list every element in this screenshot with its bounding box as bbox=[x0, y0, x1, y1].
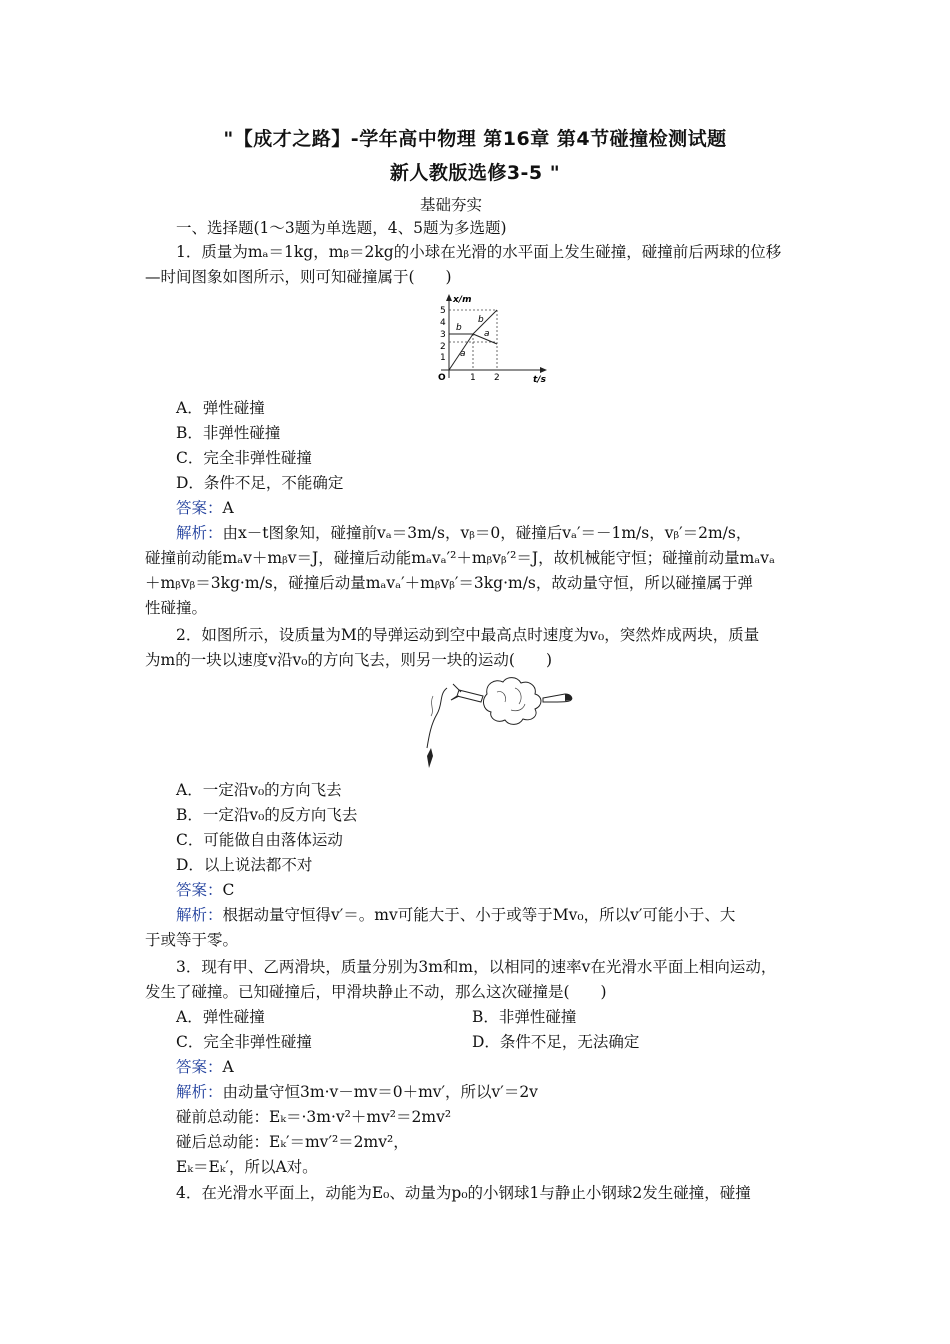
q1-position-time-graph bbox=[425, 292, 555, 384]
analysis-label: 解析： bbox=[176, 906, 223, 924]
q3-stem-line1: 3．现有甲、乙两滑块，质量分别为3m和m，以相同的速率v在光滑水平面上相向运动， bbox=[176, 958, 777, 976]
x-axis-label: t/s bbox=[533, 375, 546, 384]
falling-trail bbox=[427, 688, 447, 748]
q3-option-b: B．非弹性碰撞 bbox=[472, 1008, 577, 1026]
y-tick-5: 5 bbox=[440, 306, 446, 316]
q2-stem-line1: 2．如图所示，设质量为M的导弹运动到空中最高点时速度为v₀，突然炸成两块，质量 bbox=[176, 626, 760, 644]
smoke-detail bbox=[497, 688, 525, 711]
answer-value: A bbox=[222, 1058, 234, 1076]
analysis-text: 由x－t图象知，碰撞前vₐ＝3m/s，vᵦ＝0，碰撞后vₐ′＝－1m/s，vᵦ′＝2m/s， bbox=[222, 524, 752, 542]
y-tick-3: 3 bbox=[440, 330, 446, 340]
missile-fins bbox=[451, 684, 461, 700]
x-tick-1: 1 bbox=[470, 373, 476, 383]
q2-analysis-line2: 于或等于零。 bbox=[145, 931, 239, 949]
analysis-text: 由动量守恒3m·v－mv＝0＋mv′，所以v′＝2v bbox=[222, 1083, 538, 1101]
q1-analysis-line3: ＋mᵦvᵦ＝3kg·m/s，碰撞后动量mₐvₐ′＋mᵦvᵦ′＝3kg·m/s，故动量守恒，所以碰撞属于弹 bbox=[145, 574, 753, 592]
label-b-after: b bbox=[478, 315, 484, 325]
q1-answer bbox=[176, 499, 234, 517]
q4-stem-line1: 4．在光滑水平面上，动能为E₀、动量为p₀的小钢球1与静止小钢球2发生碰撞，碰撞 bbox=[176, 1184, 751, 1202]
label-a-before: a bbox=[460, 349, 466, 359]
answer-label: 答案： bbox=[176, 881, 223, 899]
x-axis-arrow bbox=[540, 367, 547, 373]
answer-value: C bbox=[222, 881, 235, 899]
q2-answer bbox=[176, 881, 234, 899]
q3-analysis-line1 bbox=[176, 1083, 538, 1101]
label-a-after: a bbox=[484, 329, 490, 339]
q2-missile-explosion-figure bbox=[425, 674, 577, 772]
falling-fragment bbox=[427, 748, 433, 768]
q1-stem-line2: —时间图象如图所示，则可知碰撞属于( ) bbox=[145, 268, 452, 286]
label-b-before: b bbox=[456, 323, 462, 333]
document-title-line1: "【成才之路】-学年高中物理 第16章 第4节碰撞检测试题 bbox=[223, 128, 727, 150]
q3-option-d: D．条件不足，无法确定 bbox=[472, 1033, 640, 1051]
y-axis-arrow bbox=[446, 294, 452, 301]
q3-option-a: A．弹性碰撞 bbox=[176, 1008, 265, 1026]
q3-analysis-line2: 碰前总动能：Eₖ＝·3m·v²＋mv²＝2mv² bbox=[176, 1108, 452, 1126]
q3-stem-line2: 发生了碰撞。已知碰撞后，甲滑块静止不动，那么这次碰撞是( ) bbox=[145, 983, 607, 1001]
analysis-label: 解析： bbox=[176, 1083, 223, 1101]
answer-label: 答案： bbox=[176, 499, 223, 517]
x-tick-2: 2 bbox=[494, 373, 500, 383]
q1-option-d: D．条件不足，不能确定 bbox=[176, 474, 344, 492]
y-tick-2: 2 bbox=[440, 342, 446, 352]
document-title-line2: 新人教版选修3-5 " bbox=[389, 162, 561, 184]
falling-debris bbox=[431, 696, 433, 716]
missile-front-tip bbox=[565, 694, 572, 701]
q1-analysis-line1 bbox=[176, 524, 751, 542]
q2-stem-line2: 为m的一块以速度v沿v₀的方向飞去，则另一块的运动( ) bbox=[145, 651, 553, 669]
q1-option-c: C．完全非弹性碰撞 bbox=[176, 449, 312, 467]
q1-analysis-line4: 性碰撞。 bbox=[145, 599, 208, 617]
q1-option-b: B．非弹性碰撞 bbox=[176, 424, 281, 442]
analysis-label: 解析： bbox=[176, 524, 223, 542]
q2-option-d: D．以上说法都不对 bbox=[176, 856, 313, 874]
q1-analysis-line2: 碰撞前动能mₐv＋mᵦv＝J，碰撞后动能mₐvₐ′²＋mᵦvᵦ′²＝J，故机械能守恒；碰撞前动量mₐvₐ bbox=[145, 549, 775, 567]
q3-option-c: C．完全非弹性碰撞 bbox=[176, 1033, 312, 1051]
q1-option-a: A．弹性碰撞 bbox=[176, 399, 265, 417]
origin-label: O bbox=[438, 373, 446, 383]
q2-option-a: A．一定沿v₀的方向飞去 bbox=[176, 781, 342, 799]
part-heading: 一、选择题(1～3题为单选题，4、5题为多选题) bbox=[176, 219, 507, 237]
answer-value: A bbox=[222, 499, 234, 517]
q2-option-b: B．一定沿v₀的反方向飞去 bbox=[176, 806, 358, 824]
y-tick-4: 4 bbox=[440, 318, 446, 328]
q2-option-c: C．可能做自由落体运动 bbox=[176, 831, 343, 849]
y-tick-1: 1 bbox=[440, 353, 446, 363]
q3-analysis-line3: 碰后总动能：Eₖ′＝mv′²＝2mv²， bbox=[176, 1133, 409, 1151]
q2-analysis-line1 bbox=[176, 906, 735, 924]
q3-answer bbox=[176, 1058, 234, 1076]
answer-label: 答案： bbox=[176, 1058, 223, 1076]
q1-stem-line1: 1．质量为mₐ＝1kg，mᵦ＝2kg的小球在光滑的水平面上发生碰撞，碰撞前后两球的位移 bbox=[176, 243, 782, 261]
section-heading: 基础夯实 bbox=[420, 196, 483, 214]
analysis-text: 根据动量守恒得v′＝。mv可能大于、小于或等于Mv₀，所以v′可能小于、大 bbox=[222, 906, 736, 924]
q3-analysis-line4: Eₖ＝Eₖ′，所以A对。 bbox=[176, 1158, 318, 1176]
y-axis-label: x/m bbox=[453, 295, 472, 305]
smoke-cloud bbox=[484, 678, 541, 725]
